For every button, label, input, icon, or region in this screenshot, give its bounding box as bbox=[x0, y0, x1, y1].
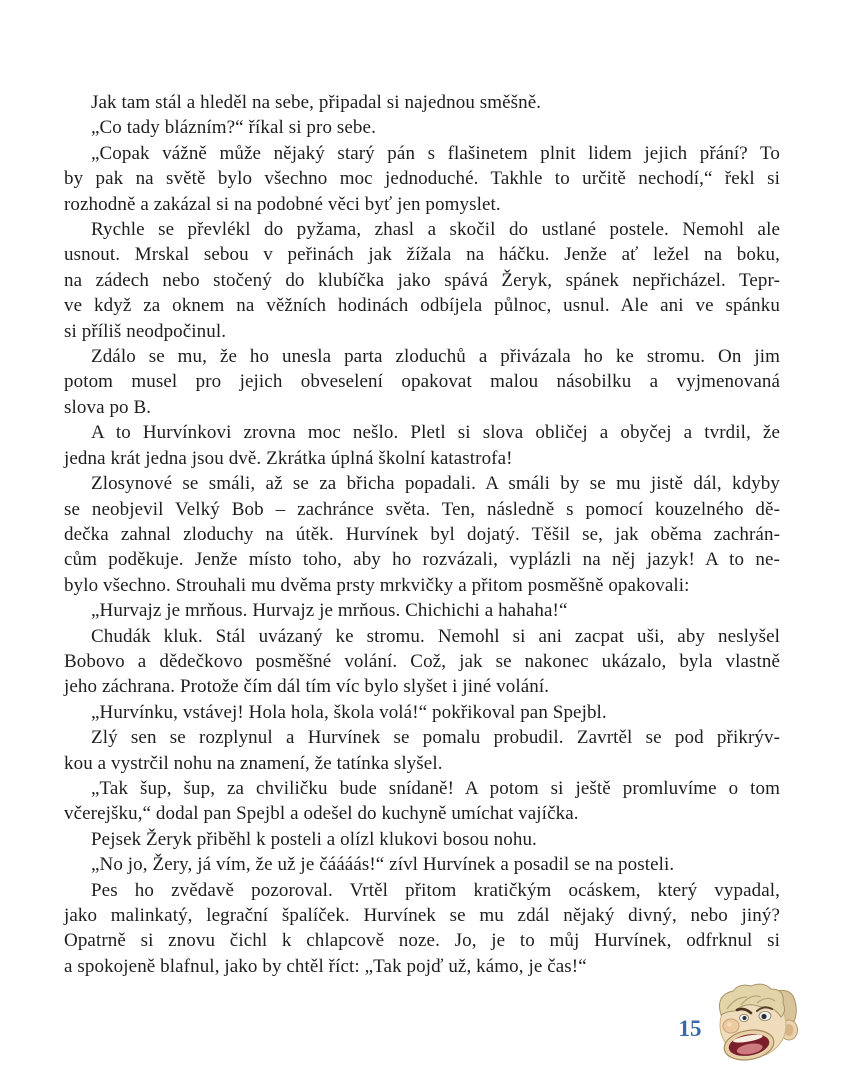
text-line: „Hurvínku, vstávej! Hola hola, škola volá!“ pokřikoval pan Spejbl. bbox=[91, 701, 607, 723]
text-line: Rychle se převlékl do pyžama, zhasl a skočil do ustlané postele. Nemohl ale bbox=[91, 219, 780, 241]
text-line: dečka zahnal zloduchy na útěk. Hurvínek byl dojatý. Těšil se, jak oběma zachrán- bbox=[64, 523, 780, 545]
text-line: jako malinkatý, legrační špalíček. Hurvínek se mu zdál nějaký divný, nebo jiný? bbox=[64, 905, 780, 926]
text-line: Zlosynové se smáli, až se za břicha popadali. A smáli by se mu jistě dál, kdyby bbox=[91, 473, 780, 495]
text-line: Zlý sen se rozplynul a Hurvínek se pomalu probudil. Zavrtěl se pod přikrýv- bbox=[91, 727, 780, 749]
text-line: bylo všechno. Strouhali mu dvěma prsty mrkvičky a přitom posměšně opakovali: bbox=[64, 574, 690, 596]
text-line: Pejsek Žeryk přiběhl k posteli a olízl klukovi bosou nohu. bbox=[91, 828, 537, 850]
text-line: rozhodně a zakázal si na podobné věci byť jen pomyslet. bbox=[64, 193, 501, 215]
text-line: jedna krát jedna jsou dvě. Zkrátka úplná školní katastrofa! bbox=[64, 447, 513, 469]
text-line: „Hurvajz je mrňous. Hurvajz je mrňous. Chichichi a hahaha!“ bbox=[91, 600, 568, 622]
text-line: by pak na světě bylo všechno moc jednoduché. Takhle to určitě nechodí,“ řekl si bbox=[64, 168, 780, 190]
page-text bbox=[64, 90, 780, 979]
text-line: A to Hurvínkovi zrovna moc nešlo. Pletl si slova obličej a obyčej a tvrdil, že bbox=[91, 422, 780, 444]
text-line: „Copak vážně může nějaký starý pán s flašinetem plnit lidem jejich přání? To bbox=[91, 142, 780, 164]
text-line: Zdálo se mu, že ho unesla parta zloduchů a přivázala ho ke stromu. On jim bbox=[91, 346, 780, 368]
text-line: Jak tam stál a hleděl na sebe, připadal si najednou směšně. bbox=[91, 92, 542, 113]
text-line: „Co tady blázním?“ říkal si pro sebe. bbox=[91, 117, 376, 139]
text-line: se neobjevil Velký Bob – zachránce světa. Ten, následně s pomocí kouzelného dě- bbox=[64, 498, 780, 520]
text-line: si příliš neodpočinul. bbox=[64, 320, 227, 342]
text-line: „No jo, Žery, já vím, že už je čáááás!“ zívl Hurvínek a posadil se na posteli. bbox=[91, 854, 675, 876]
text-line: Opatrně si znovu čichl k chlapcově noze. Jo, je to můj Hurvínek, odfrknul si bbox=[64, 930, 780, 952]
text-line: potom musel pro jejich obveselení opakovat malou násobilku a vyjmenovaná bbox=[64, 371, 780, 393]
text-line: včerejšku,“ dodal pan Spejbl a odešel do kuchyně umíchat vajíčka. bbox=[64, 803, 579, 825]
page-number: 15 bbox=[678, 1016, 702, 1041]
text-line: „Tak šup, šup, za chviličku bude snídaně! A potom si ještě promluvíme o tom bbox=[91, 777, 780, 799]
text-line: Bobovo a dědečkovo posměšné volání. Což, jak se nakonec ukázalo, byla vlastně bbox=[64, 650, 780, 672]
text-line: ve když za oknem na věžních hodinách odbíjela půlnoc, usnul. Ale ani ve spánku bbox=[64, 295, 780, 317]
text-line: kou a vystrčil nohu na znamení, že tatínka slyšel. bbox=[64, 752, 443, 774]
text-line: na zádech nebo stočený do klubíčka jako spává Žeryk, spánek nepřicházel. Tepr- bbox=[64, 269, 780, 291]
text-line: a spokojeně blafnul, jako by chtěl říct: „Tak pojď už, kámo, je čas!“ bbox=[64, 955, 587, 977]
text-line: jeho záchrana. Protože čím dál tím víc bylo slyšet i jiné volání. bbox=[64, 676, 550, 698]
text-line: slova po B. bbox=[64, 396, 152, 418]
text-line: cům poděkuje. Jenže místo toho, aby ho rozvázali, vyplázli na něj jazyk! A to ne- bbox=[64, 549, 780, 571]
text-line: Pes ho zvědavě pozoroval. Vrtěl přitom kratičkým ocáskem, který vypadal, bbox=[91, 879, 780, 901]
text-line: usnout. Mrskal sebou v peřinách jak žížala na háčku. Jenže ať ležel na boku, bbox=[64, 244, 780, 266]
text-line: Chudák kluk. Stál uvázaný ke stromu. Nemohl si ani zacpat uši, aby neslyšel bbox=[91, 625, 780, 647]
hurvinek-head-illustration bbox=[707, 983, 807, 1068]
